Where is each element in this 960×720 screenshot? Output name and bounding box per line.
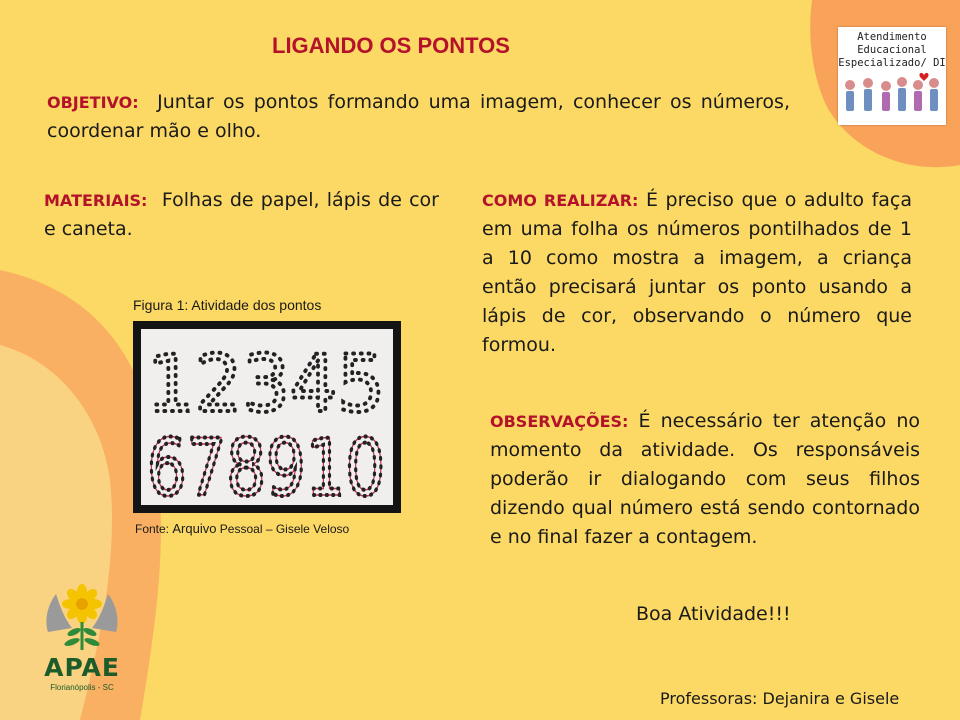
materiais-paragraph (44, 186, 439, 244)
objetivo-text: Juntar os pontos formando uma imagem, conhecer os números, coordenar mão e olho. (47, 91, 790, 142)
source-prefix: Fonte: (135, 522, 170, 536)
figure-source (135, 521, 349, 536)
aee-logo (838, 27, 946, 125)
source-rest: Pessoal – Gisele Veloso (219, 522, 350, 536)
photo-row-2-dots: 678910 (147, 424, 385, 505)
photo-row-1: 12345 (147, 340, 385, 430)
footer-teachers: Professoras: Dejanira e Gisele (660, 689, 900, 708)
objetivo-label: OBJETIVO: (47, 93, 139, 112)
figure-photo-frame (133, 321, 401, 513)
observacoes-paragraph (490, 407, 920, 552)
dotted-numbers-image (141, 329, 393, 505)
closing-text: Boa Atividade!!! (636, 603, 791, 625)
como-realizar-paragraph (482, 186, 912, 360)
logo-line-3: Especializado/ DI (838, 57, 946, 69)
materiais-label: MATERIAIS: (44, 191, 148, 210)
apae-flower-hands-icon (34, 580, 130, 652)
objetivo-paragraph (47, 88, 790, 146)
page-title: LIGANDO OS PONTOS (272, 33, 510, 58)
como-realizar-text: É preciso que o adulto faça em uma folha os números pontilhados de 1 a 10 como mostra a imagem, a criança então precisará juntar os ponto usando a lápis de cor, observando o número que formou. (482, 189, 912, 356)
logo-line-1: Atendimento (857, 31, 927, 43)
apae-city: Florianópolis - SC (50, 683, 114, 692)
observacoes-label: OBSERVAÇÕES: (490, 412, 629, 431)
children-illustration-icon (838, 71, 946, 123)
photo-row-2: 678910 (147, 424, 385, 505)
figure-caption: Figura 1: Atividade dos pontos (133, 297, 322, 313)
apae-logo (34, 580, 130, 695)
dotted-numbers-photo (141, 329, 393, 505)
logo-line-2: Educacional (857, 44, 927, 56)
observacoes-text: É necessário ter atenção no momento da atividade. Os responsáveis poderão ir dialogando com seus filhos dizendo qual número está sendo contornado e no final fazer a contagem. (490, 410, 920, 548)
materiais-text: Folhas de papel, lápis de cor e caneta. (44, 189, 439, 240)
source-main: Arquivo (172, 521, 217, 536)
apae-name: APAE (44, 653, 120, 682)
como-realizar-label: COMO REALIZAR: (482, 191, 639, 210)
